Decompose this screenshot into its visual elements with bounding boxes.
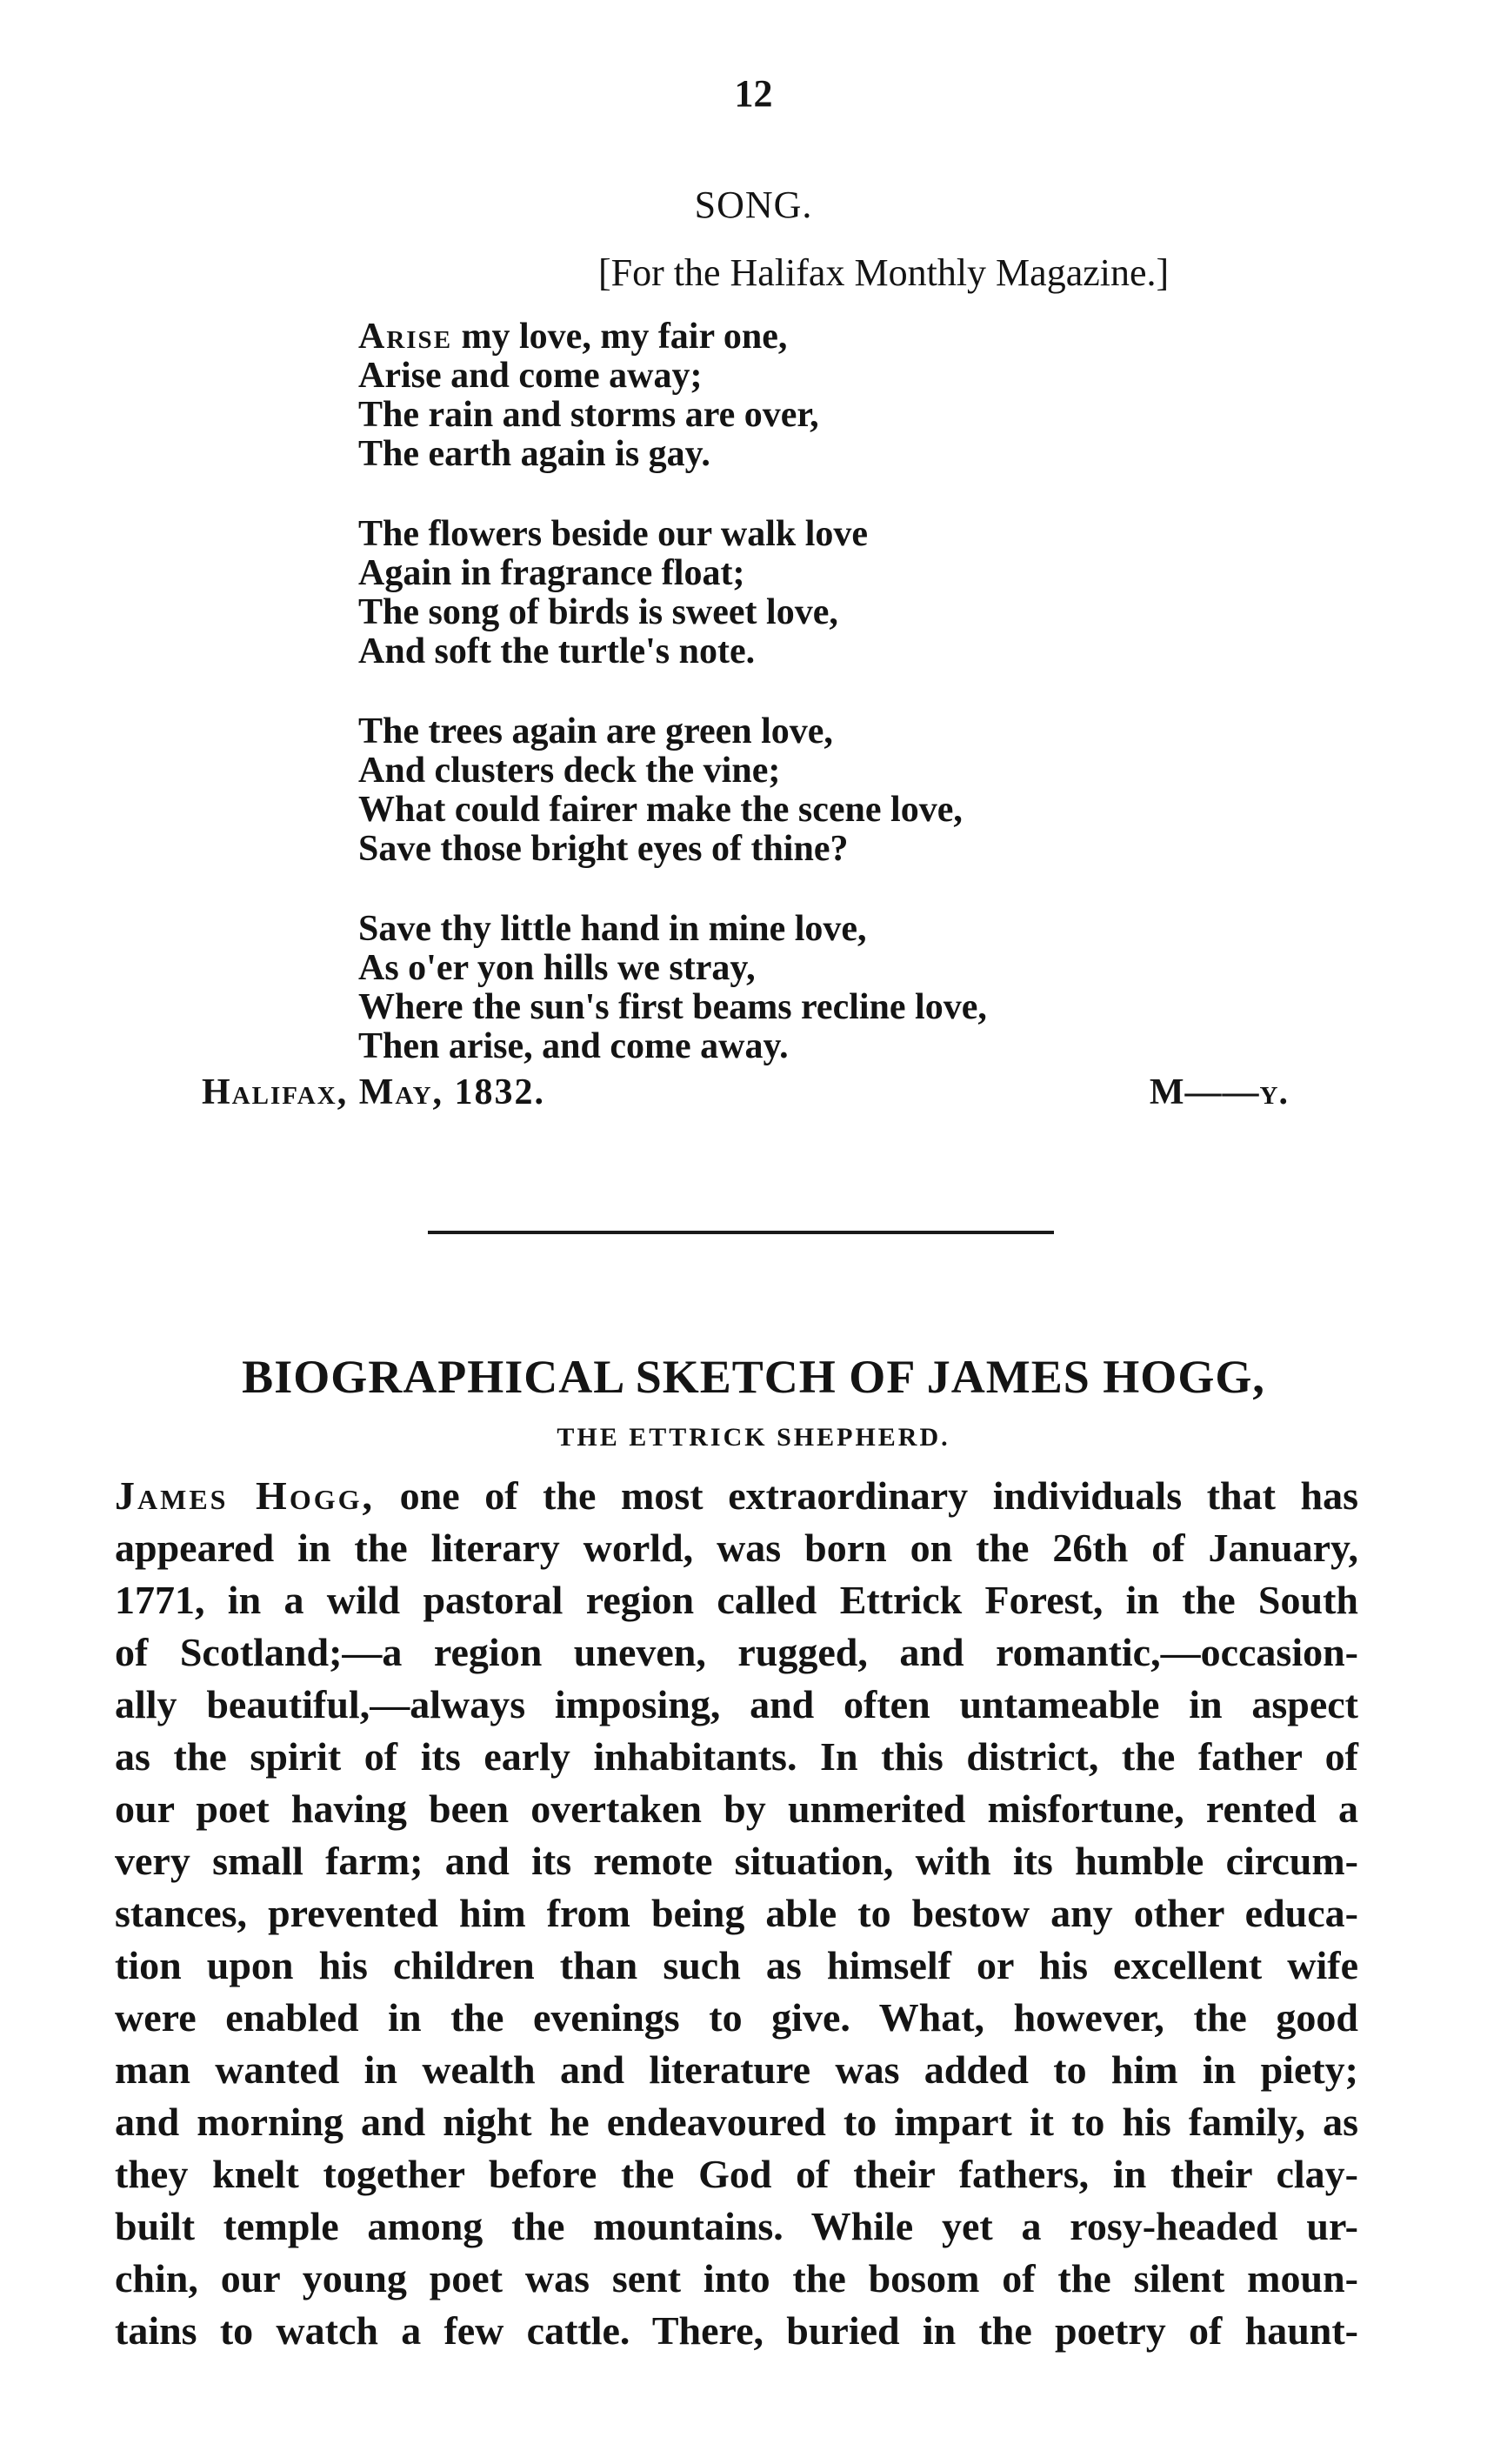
- song-author-initials: M——y.: [1149, 1072, 1289, 1112]
- poem-line: The trees again are green love,: [358, 711, 833, 751]
- article-line: very small farm; and its remote situation, with its humble circum-: [115, 1839, 1358, 1883]
- article-line: were enabled in the evenings to give. What, however, the good: [115, 1995, 1358, 2040]
- poem-line: The flowers beside our walk love: [358, 514, 869, 554]
- poem-line: And soft the turtle's note.: [358, 631, 756, 671]
- page-number: 12: [734, 72, 773, 115]
- article-line: stances, prevented him from being able to bestow any other educa-: [115, 1891, 1358, 1935]
- song-source-note: [For the Halifax Monthly Magazine.]: [598, 251, 1170, 294]
- article-line: of Scotland;—a region uneven, rugged, and romantic,—occasion-: [115, 1630, 1358, 1674]
- poem-line: As o'er yon hills we stray,: [358, 948, 756, 988]
- poem-line: Where the sun's first beams recline love,: [358, 987, 987, 1027]
- article-opening-name: James Hogg,: [115, 1473, 376, 1518]
- article-title: BIOGRAPHICAL SKETCH OF JAMES HOGG,: [242, 1351, 1265, 1403]
- article-body: [115, 1470, 1358, 2357]
- poem-line: And clusters deck the vine;: [358, 751, 781, 791]
- section-divider-rule: [428, 1231, 1054, 1234]
- article-line: tion upon his children than such as himself or his excellent wife: [115, 1943, 1358, 1987]
- poem-line: [358, 317, 1141, 357]
- poem-line: Arise and come away;: [358, 356, 703, 396]
- poem-line: Then arise, and come away.: [358, 1026, 789, 1066]
- article-line: 1771, in a wild pastoral region called Ettrick Forest, in the South: [115, 1578, 1358, 1622]
- poem-first-line-rest: my love, my fair one,: [452, 317, 788, 357]
- song-stanza-1: [358, 317, 1141, 474]
- poem-line: The earth again is gay.: [358, 434, 710, 474]
- article-subtitle: THE ETTRICK SHEPHERD.: [557, 1423, 950, 1452]
- article-first-line-rest: one of the most extraordinary individuals that has: [375, 1473, 1359, 1518]
- article-line: tains to watch a few cattle. There, buried in the poetry of haunt-: [115, 2308, 1358, 2353]
- article-line: man wanted in wealth and literature was added to him in piety;: [115, 2047, 1358, 2092]
- song-poem: [358, 317, 1141, 1107]
- poem-line: Save those bright eyes of thine?: [358, 829, 849, 869]
- article-line: as the spirit of its early inhabitants. In this district, the father of: [115, 1734, 1358, 1779]
- poem-line: Again in fragrance float;: [358, 553, 745, 593]
- article-line: appeared in the literary world, was born on the 26th of January,: [115, 1526, 1358, 1570]
- article-line: our poet having been overtaken by unmerited misfortune, rented a: [115, 1786, 1358, 1831]
- song-stanza-4: [358, 910, 1141, 1066]
- poem-line: What could fairer make the scene love,: [358, 790, 963, 830]
- song-title: SONG.: [694, 184, 813, 226]
- article-line: [115, 1470, 1358, 1522]
- article-line: and morning and night he endeavoured to impart it to his family, as: [115, 2100, 1358, 2144]
- poem-line: Save thy little hand in mine love,: [358, 909, 867, 949]
- poem-first-word: Arise: [358, 317, 453, 357]
- article-line: built temple among the mountains. While yet a rosy-headed ur-: [115, 2204, 1358, 2248]
- poem-line: The rain and storms are over,: [358, 395, 819, 435]
- article-line: ally beautiful,—always imposing, and often untameable in aspect: [115, 1682, 1358, 1726]
- song-stanza-3: [358, 712, 1141, 869]
- song-place-date: Halifax, May, 1832.: [202, 1072, 546, 1112]
- article-line: they knelt together before the God of their fathers, in their clay-: [115, 2152, 1358, 2196]
- song-stanza-2: [358, 515, 1141, 671]
- article-line: chin, our young poet was sent into the bosom of the silent moun-: [115, 2256, 1358, 2300]
- poem-line: The song of birds is sweet love,: [358, 592, 838, 632]
